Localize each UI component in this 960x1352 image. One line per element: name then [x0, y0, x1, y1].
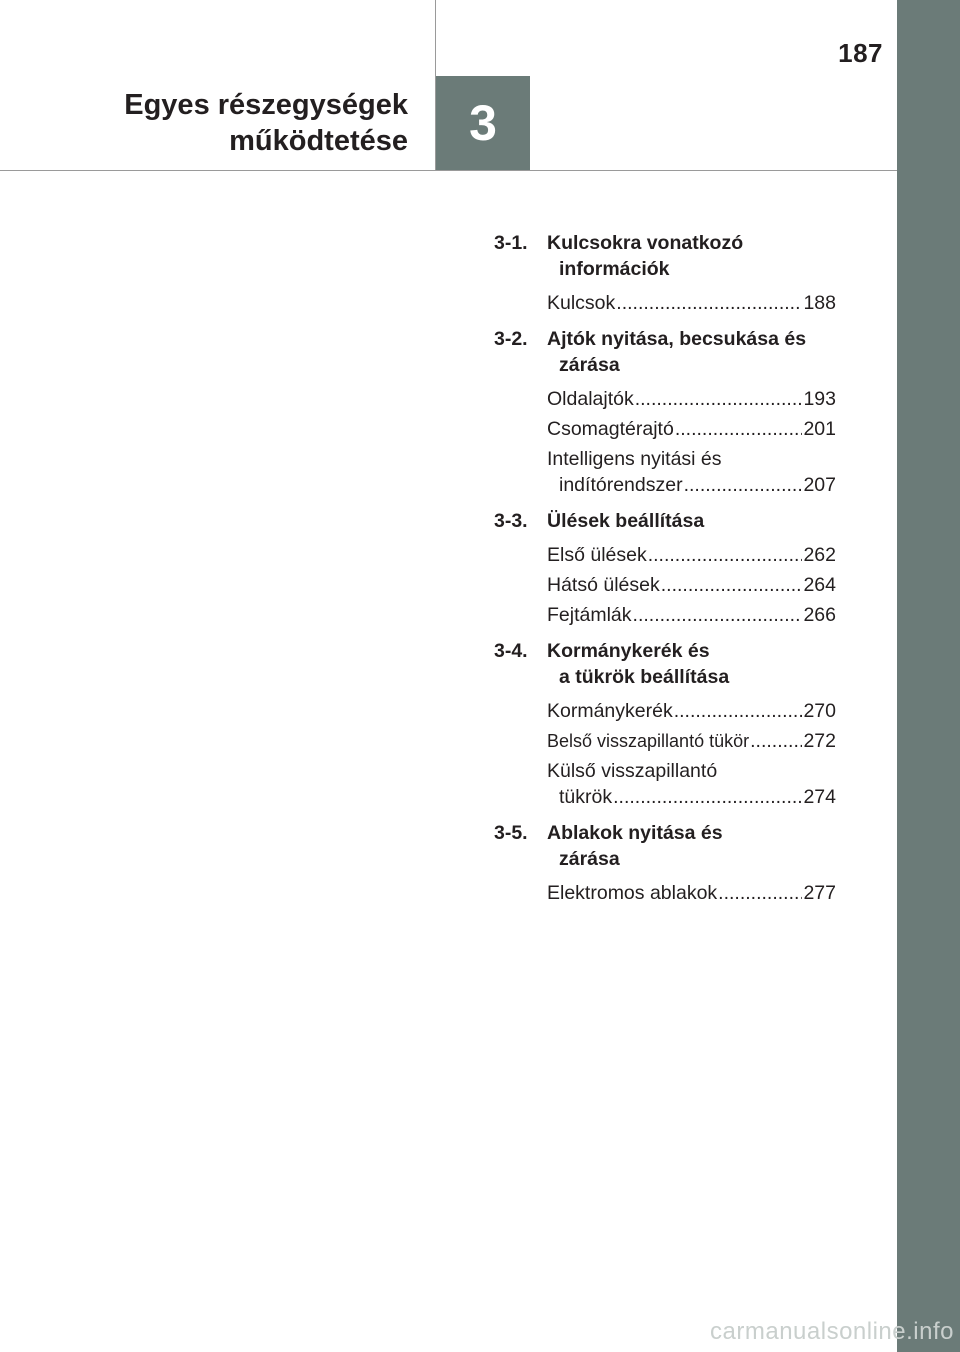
section-title	[547, 230, 836, 282]
entry-label: Első ülések	[547, 544, 647, 566]
entry-label: Fejtámlák	[547, 604, 632, 626]
section-title	[547, 820, 836, 872]
entry-page: 193	[803, 388, 836, 410]
toc-entry[interactable]	[547, 572, 836, 598]
section-heading[interactable]	[494, 326, 836, 378]
entry-page: 262	[803, 544, 836, 566]
toc-entry[interactable]	[547, 758, 836, 810]
chapter-title-line2: működtetése	[229, 125, 408, 157]
toc-entry[interactable]	[547, 290, 836, 316]
entry-page: 270	[803, 700, 836, 722]
entry-label-line1: Intelligens nyitási és	[547, 448, 722, 470]
leader-dots	[661, 572, 803, 598]
entry-label: Hátsó ülések	[547, 574, 660, 596]
section-heading[interactable]	[494, 820, 836, 872]
leader-dots	[684, 472, 803, 498]
entry-label-line1: Külső visszapillantó	[547, 760, 718, 782]
watermark: carmanualsonline.info	[710, 1318, 954, 1345]
leader-dots	[674, 698, 803, 724]
leader-dots	[750, 728, 802, 754]
section-number: 3-1.	[494, 232, 528, 254]
section-title-line2: zárása	[559, 848, 620, 870]
section-title-line1: Kormánykerék és	[547, 640, 710, 662]
section-title-line2: információk	[559, 258, 670, 280]
entry-page: 266	[803, 604, 836, 626]
toc-entry[interactable]	[547, 602, 836, 628]
toc-entry[interactable]	[547, 386, 836, 412]
entry-page: 201	[803, 418, 836, 440]
toc-entry[interactable]	[547, 416, 836, 442]
header-horizontal-divider	[0, 170, 897, 171]
leader-dots	[613, 784, 802, 810]
leader-dots	[616, 290, 802, 316]
leader-dots	[675, 416, 803, 442]
section-heading[interactable]	[494, 638, 836, 690]
entry-label: indítórendszer	[559, 474, 683, 496]
chapter-title-line1: Egyes részegységek	[124, 89, 408, 121]
table-of-contents	[494, 230, 836, 916]
section-number: 3-2.	[494, 328, 528, 350]
entry-page: 277	[803, 882, 836, 904]
section-heading[interactable]	[494, 230, 836, 282]
toc-entry[interactable]	[547, 728, 836, 754]
toc-section-3-1	[494, 230, 836, 316]
section-title-line2: a tükrök beállítása	[559, 666, 730, 688]
entry-page: 264	[803, 574, 836, 596]
page-number: 187	[838, 38, 883, 68]
leader-dots	[635, 386, 803, 412]
toc-entry[interactable]	[547, 880, 836, 906]
entry-page: 207	[803, 474, 836, 496]
section-title-line2: zárása	[559, 354, 620, 376]
chapter-side-tab	[897, 0, 960, 1352]
entry-label: Kormánykerék	[547, 700, 673, 722]
leader-dots	[633, 602, 803, 628]
entry-label: tükrök	[559, 786, 613, 808]
toc-entry[interactable]	[547, 698, 836, 724]
section-title-line1: Ülések beállítása	[547, 510, 705, 532]
entry-label: Elektromos ablakok	[547, 882, 718, 904]
leader-dots	[648, 542, 803, 568]
section-title	[547, 508, 836, 534]
section-title	[547, 326, 836, 378]
chapter-number: 3	[469, 95, 497, 151]
entry-label: Oldalajtók	[547, 388, 634, 410]
entry-label: Csomagtérajtó	[547, 418, 674, 440]
entry-label: Kulcsok	[547, 292, 616, 314]
section-number: 3-3.	[494, 510, 528, 532]
leader-dots	[718, 880, 802, 906]
chapter-number-box	[436, 76, 530, 170]
entry-page: 272	[803, 730, 836, 752]
toc-section-3-2	[494, 326, 836, 498]
section-title-line1: Ajtók nyitása, becsukása és	[547, 328, 807, 350]
section-title	[547, 638, 836, 690]
toc-section-3-3	[494, 508, 836, 628]
entry-label: Belső visszapillantó tükör	[547, 731, 750, 751]
section-number: 3-4.	[494, 640, 528, 662]
section-heading[interactable]	[494, 508, 836, 534]
toc-entry[interactable]	[547, 446, 836, 498]
toc-section-3-5	[494, 820, 836, 906]
entry-page: 188	[803, 292, 836, 314]
toc-section-3-4	[494, 638, 836, 810]
toc-entry[interactable]	[547, 542, 836, 568]
chapter-title	[48, 87, 408, 159]
section-number: 3-5.	[494, 822, 528, 844]
section-title-line1: Kulcsokra vonatkozó	[547, 232, 744, 254]
section-title-line1: Ablakok nyitása és	[547, 822, 723, 844]
entry-page: 274	[803, 786, 836, 808]
